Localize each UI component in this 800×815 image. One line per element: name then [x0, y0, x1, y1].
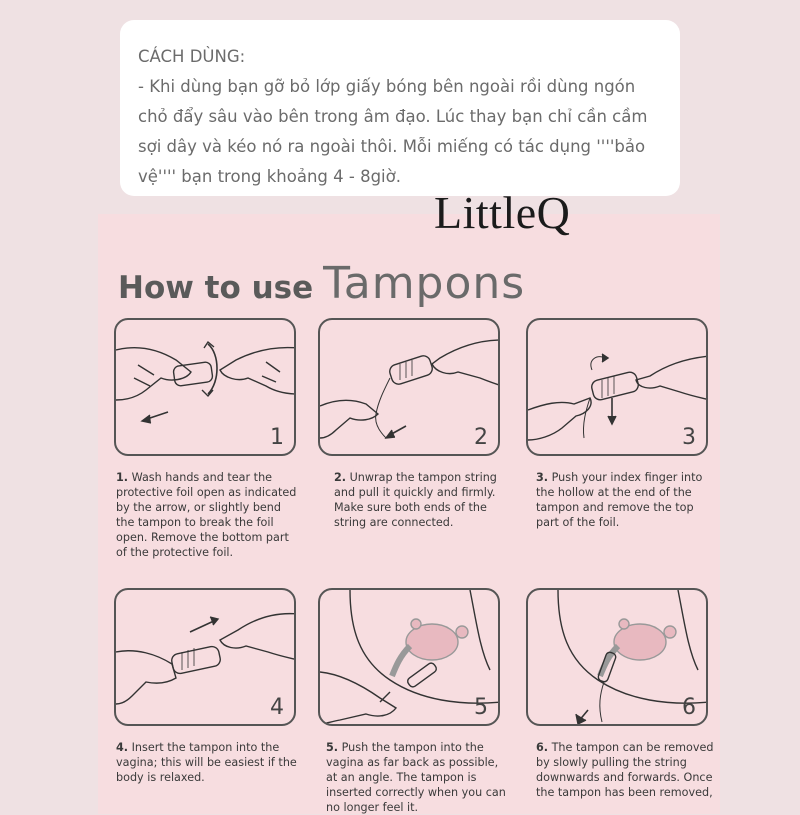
step-2-caption [334, 470, 516, 530]
step-text: Insert the tampon into the vagina; this will be easiest if the body is relaxed. [116, 741, 297, 784]
step-number: 1 [270, 425, 284, 450]
hands-pulling-string-icon [320, 320, 500, 456]
sheet-title [118, 258, 525, 309]
brand-watermark: LittleQ [434, 187, 571, 238]
step-text: The tampon can be removed by slowly pulling the string downwards and forwards. Once the tampon has been removed, [536, 741, 714, 799]
usage-note-card [120, 20, 680, 196]
step-3-illustration [526, 318, 708, 456]
step-lead: 6. [536, 741, 549, 754]
step-1-illustration [114, 318, 296, 456]
step-text: Push your index finger into the hollow at the end of the tampon and remove the top part of the foil. [536, 471, 703, 529]
step-number: 6 [682, 695, 696, 720]
instruction-sheet [98, 214, 720, 814]
finger-in-tampon-icon [528, 320, 708, 456]
step-1-caption [116, 470, 298, 560]
step-2-illustration [318, 318, 500, 456]
step-4-caption [116, 740, 298, 785]
step-5-illustration [318, 588, 500, 726]
usage-note-text: CÁCH DÙNG: - Khi dùng bạn gỡ bỏ lớp giấy bóng bên ngoài rồi dùng ngón chỏ đẩy sâu vào bên trong âm đạo. Lúc thay bạn chỉ cần cầm sợi dây và kéo nó ra ngoài thôi. Mỗi miếng có tác dụng ''''bảo vệ'''' bạn trong khoảng 4 - 8giờ. [138, 47, 648, 186]
step-lead: 4. [116, 741, 129, 754]
step-text: Wash hands and tear the protective foil open as indicated by the arrow, or slightly bend the tampon to break the foil open. Remove the bottom part of the protective foil. [116, 471, 297, 559]
step-3-caption [536, 470, 718, 530]
anatomy-insertion-icon [320, 590, 500, 726]
hand-holding-tampon-icon [116, 590, 296, 726]
anatomy-removal-icon [528, 590, 708, 726]
step-4-illustration [114, 588, 296, 726]
step-lead: 5. [326, 741, 339, 754]
step-text: Push the tampon into the vagina as far back as possible, at an angle. The tampon is inserted correctly when you can no longer feel it. [326, 741, 506, 814]
step-number: 5 [474, 695, 488, 720]
step-number: 3 [682, 425, 696, 450]
hands-tearing-foil-icon [116, 320, 296, 456]
title-how-to-use: How to use [118, 270, 314, 306]
step-number: 4 [270, 695, 284, 720]
step-6-illustration [526, 588, 708, 726]
step-number: 2 [474, 425, 488, 450]
step-text: Unwrap the tampon string and pull it quickly and firmly. Make sure both ends of the string are connected. [334, 471, 497, 529]
step-6-caption [536, 740, 718, 800]
step-lead: 2. [334, 471, 347, 484]
title-tampons: Tampons [323, 258, 526, 309]
step-lead: 1. [116, 471, 129, 484]
step-5-caption [326, 740, 508, 815]
step-lead: 3. [536, 471, 549, 484]
